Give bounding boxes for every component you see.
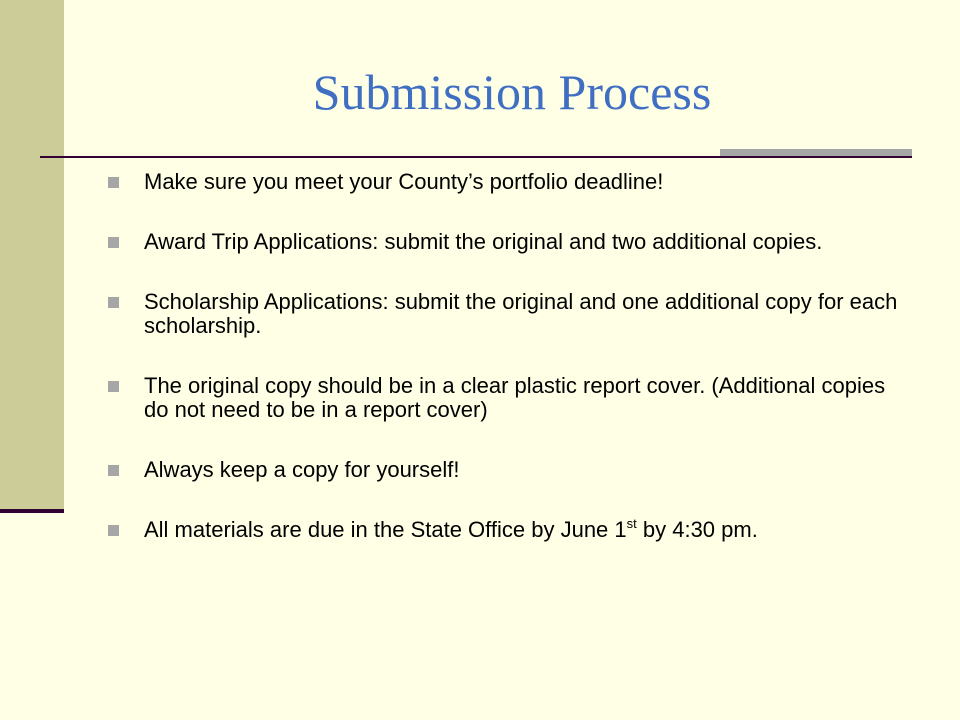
title-rule — [40, 156, 912, 158]
left-band-rule — [0, 509, 64, 513]
bullet-list — [108, 170, 908, 578]
bullet-item-scholarship — [108, 290, 908, 338]
square-bullet-icon — [108, 297, 119, 308]
square-bullet-icon — [108, 237, 119, 248]
bullet-text: Scholarship Applications: submit the original and one additional copy for each scholarship. — [144, 289, 898, 338]
date-ordinal-superscript: st — [626, 516, 637, 531]
bullet-item-keep-copy — [108, 458, 908, 482]
bullet-text: Award Trip Applications: submit the original and two additional copies. — [144, 229, 823, 254]
bullet-text: The original copy should be in a clear plastic report cover. (Additional copies do not need to be in a report cover) — [144, 373, 886, 422]
square-bullet-icon — [108, 177, 119, 188]
bullet-item-deadline — [108, 170, 908, 194]
square-bullet-icon — [108, 381, 119, 392]
bullet-item-report-cover — [108, 374, 908, 422]
bullet-text: Always keep a copy for yourself! — [144, 457, 460, 482]
square-bullet-icon — [108, 525, 119, 536]
bullet-item-award-trip — [108, 230, 908, 254]
title-rule-accent — [720, 149, 912, 156]
left-decorative-band — [0, 0, 64, 510]
bullet-text — [144, 517, 758, 542]
bullet-text-after: by 4:30 pm. — [636, 517, 758, 542]
bullet-item-due-date — [108, 518, 908, 542]
bullet-text-before: All materials are due in the State Office by June 1 — [144, 517, 627, 542]
bullet-text: Make sure you meet your County’s portfolio deadline! — [144, 169, 664, 194]
slide-title: Submission Process — [312, 64, 712, 120]
square-bullet-icon — [108, 465, 119, 476]
